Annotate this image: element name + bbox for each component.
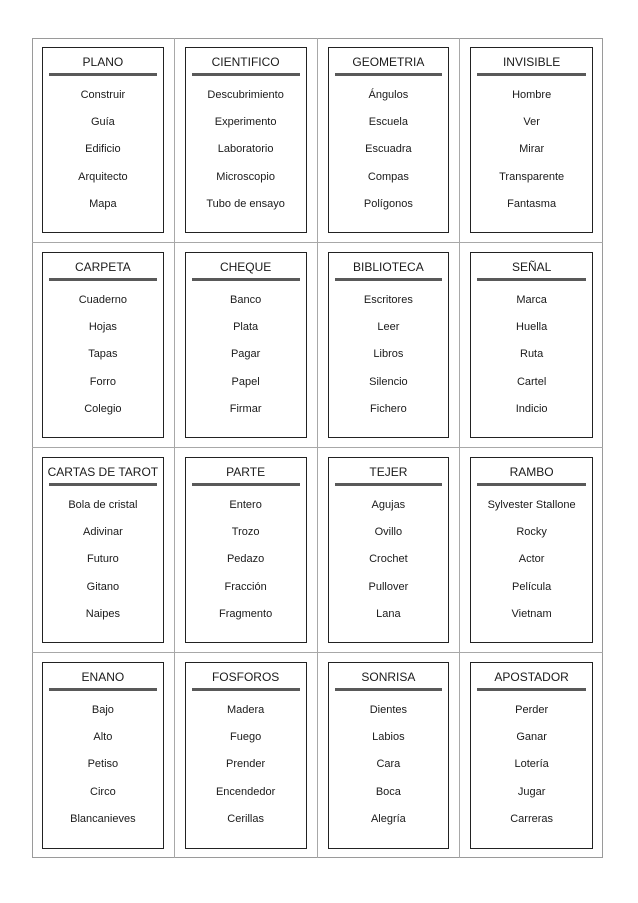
card-title: CHEQUE: [219, 260, 272, 274]
grid-cell: [32, 243, 175, 448]
forbidden-word: Labios: [372, 731, 405, 744]
grid-cell: [318, 448, 461, 653]
forbidden-word: Crochet: [369, 553, 408, 566]
forbidden-word: Hojas: [88, 321, 117, 334]
grid-cell: [460, 653, 603, 858]
forbidden-word: Plata: [233, 321, 259, 334]
word-card: [328, 252, 450, 438]
forbidden-word: Lotería: [514, 758, 549, 771]
title-underline: [477, 688, 586, 691]
forbidden-word: Boca: [375, 785, 401, 798]
title-underline: [192, 73, 300, 76]
title-underline: [49, 73, 157, 76]
forbidden-word-list: [471, 293, 592, 429]
forbidden-word-list: [186, 293, 306, 429]
word-card: [185, 47, 307, 233]
forbidden-word: Escuela: [368, 116, 408, 129]
forbidden-word: Experimento: [214, 116, 277, 129]
forbidden-word: Sylvester Stallone: [487, 499, 576, 511]
word-card: [470, 252, 593, 438]
forbidden-word: Guía: [90, 116, 115, 129]
card-title: FOSFOROS: [211, 670, 280, 684]
forbidden-word: Papel: [231, 375, 260, 388]
forbidden-word: Carreras: [510, 812, 554, 825]
forbidden-word-list: [329, 703, 449, 839]
forbidden-word: Vietnam: [511, 607, 552, 620]
forbidden-word-list: [329, 88, 449, 224]
forbidden-word: Edificio: [85, 143, 121, 156]
card-title: PLANO: [82, 55, 124, 69]
forbidden-word-list: [471, 703, 592, 839]
forbidden-word: Escuadra: [365, 143, 412, 156]
forbidden-word: Perder: [515, 704, 549, 716]
forbidden-word-list: [186, 498, 306, 634]
forbidden-word: Pagar: [230, 348, 261, 361]
forbidden-word: Fragmento: [219, 607, 273, 620]
title-underline: [49, 688, 157, 691]
forbidden-word: Ángulos: [368, 89, 409, 101]
forbidden-word: Alegría: [370, 812, 406, 825]
title-underline: [49, 278, 157, 281]
grid-cell: [460, 243, 603, 448]
forbidden-word-list: [43, 703, 163, 839]
grid-cell: [318, 243, 461, 448]
grid-cell: [32, 448, 175, 653]
forbidden-word: Futuro: [86, 553, 119, 566]
title-underline: [477, 73, 586, 76]
forbidden-word: Trozo: [231, 526, 260, 539]
title-underline: [477, 278, 586, 281]
forbidden-word: Lana: [376, 607, 401, 620]
word-card: [42, 662, 164, 849]
forbidden-word: Gitano: [86, 580, 120, 593]
forbidden-word: Banco: [230, 294, 262, 306]
grid-cell: [32, 653, 175, 858]
grid-cell: [175, 38, 318, 243]
word-card: [328, 457, 450, 643]
forbidden-word: Fracción: [224, 580, 267, 593]
forbidden-word: Pullover: [368, 580, 409, 593]
grid-cell: [175, 243, 318, 448]
forbidden-word-list: [329, 498, 449, 634]
forbidden-word: Indicio: [515, 402, 548, 415]
forbidden-word: Hombre: [512, 89, 552, 101]
forbidden-word: Cuaderno: [78, 294, 128, 306]
forbidden-word: Agujas: [371, 499, 406, 511]
forbidden-word: Mapa: [89, 197, 117, 210]
card-title: CIENTIFICO: [211, 55, 280, 69]
word-card: [185, 252, 307, 438]
forbidden-word: Laboratorio: [217, 143, 274, 156]
forbidden-word: Petiso: [87, 758, 119, 771]
forbidden-word: Cerillas: [227, 812, 264, 825]
forbidden-word: Marca: [516, 294, 547, 306]
forbidden-word: Ganar: [516, 731, 547, 744]
forbidden-word: Bajo: [91, 704, 114, 716]
forbidden-word-list: [471, 498, 592, 634]
forbidden-word: Cara: [376, 758, 401, 771]
forbidden-word-list: [43, 88, 163, 224]
forbidden-word: Bola de cristal: [68, 499, 138, 511]
forbidden-word: Mirar: [519, 143, 545, 156]
forbidden-word: Pedazo: [226, 553, 265, 566]
grid-cell: [318, 653, 461, 858]
word-card: [470, 457, 593, 643]
forbidden-word: Firmar: [229, 402, 262, 415]
forbidden-word: Jugar: [517, 785, 546, 798]
forbidden-word: Adivinar: [83, 526, 123, 539]
forbidden-word: Blancanieves: [70, 812, 136, 825]
forbidden-word: Prender: [226, 758, 266, 771]
forbidden-word: Ver: [523, 116, 540, 129]
forbidden-word: Fantasma: [507, 197, 557, 210]
card-title: CARTAS DE TAROT: [47, 465, 159, 479]
forbidden-word-list: [43, 498, 163, 634]
forbidden-word: Polígonos: [363, 197, 413, 210]
title-underline: [477, 483, 586, 486]
card-title: INVISIBLE: [502, 55, 561, 69]
forbidden-word: Compas: [367, 170, 409, 183]
card-title: PARTE: [226, 465, 266, 479]
grid-cell: [460, 448, 603, 653]
forbidden-word: Leer: [377, 321, 400, 334]
word-card: [42, 457, 164, 643]
word-card: [42, 47, 164, 233]
card-title: SONRISA: [361, 670, 416, 684]
word-card: [328, 47, 450, 233]
forbidden-word: Madera: [226, 704, 265, 716]
grid-cell: [32, 38, 175, 243]
forbidden-word: Transparente: [499, 170, 565, 183]
forbidden-word: Película: [512, 580, 552, 593]
grid-cell: [175, 448, 318, 653]
forbidden-word: Fichero: [370, 402, 407, 415]
title-underline: [335, 73, 443, 76]
title-underline: [192, 688, 300, 691]
word-card: [328, 662, 450, 849]
forbidden-word: Microscopio: [216, 170, 275, 183]
forbidden-word: Ruta: [520, 348, 544, 361]
forbidden-word-list: [471, 88, 592, 224]
forbidden-word: Tubo de ensayo: [206, 197, 285, 210]
forbidden-word-list: [186, 88, 306, 224]
forbidden-word: Silencio: [369, 375, 408, 388]
card-title: CARPETA: [74, 260, 131, 274]
title-underline: [192, 483, 300, 486]
forbidden-word: Naipes: [85, 607, 120, 620]
card-title: SEÑAL: [511, 260, 552, 274]
word-card: [470, 47, 593, 233]
title-underline: [192, 278, 300, 281]
card-title: APOSTADOR: [494, 670, 569, 684]
forbidden-word: Fuego: [230, 731, 262, 744]
forbidden-word: Encendedor: [215, 785, 276, 798]
forbidden-word: Descubrimiento: [207, 89, 284, 101]
card-grid: [32, 38, 603, 858]
word-card: [185, 457, 307, 643]
forbidden-word-list: [43, 293, 163, 429]
forbidden-word: Arquitecto: [78, 170, 128, 183]
forbidden-word: Circo: [90, 785, 116, 798]
forbidden-word: Alto: [93, 731, 113, 744]
forbidden-word-list: [186, 703, 306, 839]
forbidden-word: Dientes: [369, 704, 408, 716]
forbidden-word: Ovillo: [374, 526, 403, 539]
grid-cell: [318, 38, 461, 243]
forbidden-word: Construir: [80, 89, 126, 101]
forbidden-word: Forro: [89, 375, 117, 388]
forbidden-word: Actor: [518, 553, 545, 566]
word-card: [185, 662, 307, 849]
forbidden-word: Entero: [229, 499, 262, 511]
forbidden-word: Cartel: [516, 375, 547, 388]
grid-cell: [460, 38, 603, 243]
forbidden-word: Rocky: [516, 526, 547, 539]
title-underline: [335, 278, 443, 281]
forbidden-word: Escritores: [363, 294, 413, 306]
grid-cell: [175, 653, 318, 858]
title-underline: [335, 688, 443, 691]
card-title: ENANO: [81, 670, 125, 684]
card-title: GEOMETRIA: [352, 55, 425, 69]
forbidden-word: Libros: [373, 348, 404, 361]
forbidden-word-list: [329, 293, 449, 429]
word-card: [42, 252, 164, 438]
word-card: [470, 662, 593, 849]
forbidden-word: Colegio: [84, 402, 122, 415]
forbidden-word: Huella: [516, 321, 548, 334]
card-title: RAMBO: [509, 465, 554, 479]
card-title: TEJER: [369, 465, 408, 479]
card-title: BIBLIOTECA: [353, 260, 424, 274]
title-underline: [335, 483, 443, 486]
forbidden-word: Tapas: [88, 348, 118, 361]
title-underline: [49, 483, 157, 486]
